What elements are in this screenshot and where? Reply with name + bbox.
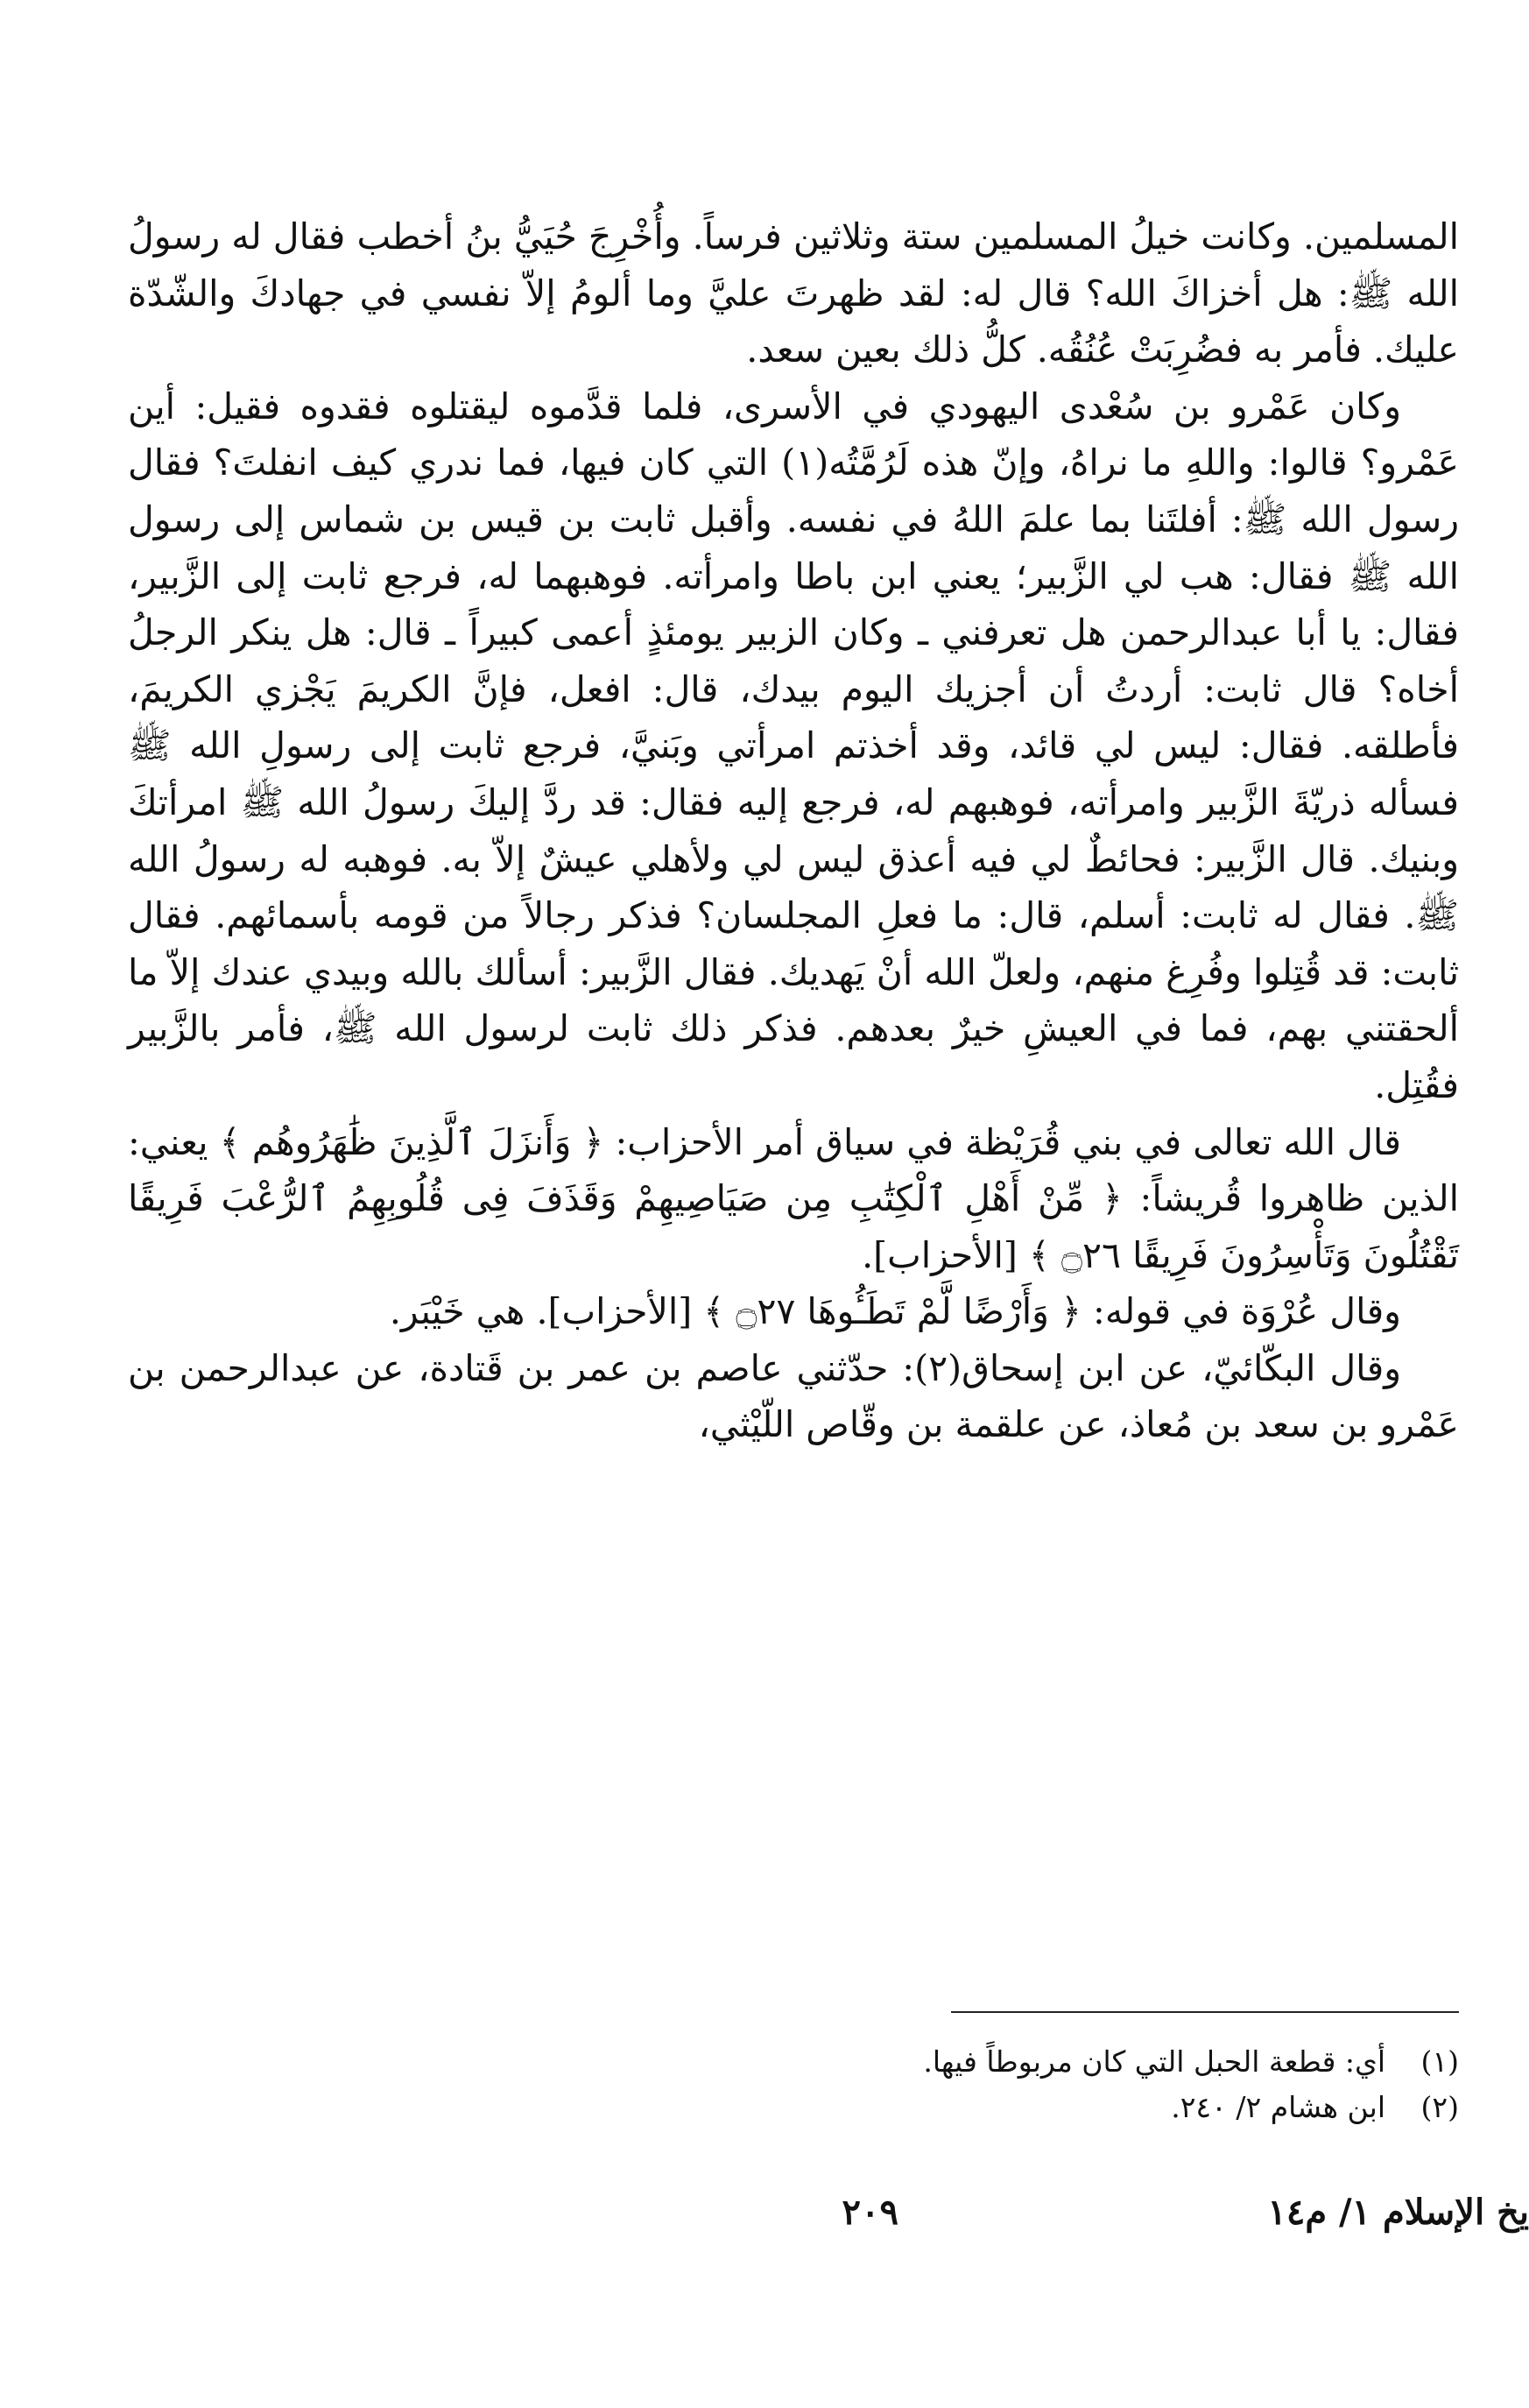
page-footer	[0, 2192, 1529, 2253]
footnote-text: ابن هشام ٢/ ٢٤٠.	[1171, 2090, 1385, 2124]
signature-mark: يخ الإسلام ١/ م١٤	[1267, 2192, 1529, 2233]
footnote-2	[128, 2085, 1459, 2130]
main-text	[128, 208, 1459, 1453]
paragraph-2: وكان عَمْرو بن سُعْدى اليهودي في الأسرى، فلما قدَّموه ليقتلوه فقدوه فقيل: أين عَمْرو؟ قالوا: واللهِ ما نراهُ، وإنّ هذه لَرُمَّتُه(١) التي كان فيها، فما ندري كيف انفلتَ؟ فقال رسول الله ﷺ: أفلتَنا بما علمَ اللهُ في نفسه. وأقبل ثابت بن قيس بن شماس إلى رسول الله ﷺ فقال: هب لي الزَّبير؛ يعني ابن باطا وامرأته. فوهبهما له، فرجع ثابت إلى الزَّبير، فقال: يا أبا عبدالرحمن هل تعرفني ـ وكان الزبير يومئذٍ أعمى كبيراً ـ قال: هل ينكر الرجلُ أخاه؟ قال ثابت: أردتُ أن أجزيك اليوم بيدك، قال: افعل، فإنَّ الكريمَ يَجْزي الكريمَ، فأطلقه. فقال: ليس لي قائد، وقد أخذتم امرأتي وبَنيَّ، فرجع ثابت إلى رسولِ الله ﷺ فسأله ذريّةَ الزَّبير وامرأته، فوهبهم له، فرجع إليه فقال: قد ردَّ إليكَ رسولُ الله ﷺ امرأتكَ وبنيك. قال الزَّبير: فحائطٌ لي فيه أعذق ليس لي ولأهلي عيشٌ إلاّ به. فوهبه له رسولُ الله ﷺ. فقال له ثابت: أسلم، قال: ما فعلِ المجلسان؟ فذكر رجالاً من قومه بأسمائهم. فقال ثابت: قد قُتِلوا وفُرِغ منهم، ولعلّ الله أنْ يَهديك. فقال الزَّبير: أسألك بالله وبيدي عندك إلاّ ما ألحقتني بهم، فما في العيشِ خيرٌ بعدهم. فذكر ذلك ثابت لرسول الله ﷺ، فأمر بالزَّبير فقُتِل.	[128, 385, 1460, 1106]
footnote-text: أي: قطعة الحبل التي كان مربوطاً فيها.	[923, 2044, 1385, 2079]
page-number: ٢٠٩	[842, 2192, 898, 2233]
paragraph-5: وقال البكّائيّ، عن ابن إسحاق(٢): حدّثني عاصم بن عمر بن قَتادة، عن عبدالرحمن بن عَمْرو بن سعد بن مُعاذ، عن علقمة بن وقّاص اللّيْثي،	[128, 1346, 1459, 1446]
footnotes	[128, 2039, 1459, 2130]
paragraph-3: قال الله تعالى في بني قُرَيْظة في سياق أمر الأحزاب: ﴿ وَأَنزَلَ ٱلَّذِينَ ظَٰهَرُوهُم ﴾ يعني: الذين ظاهروا قُريشاً: ﴿ مِّنْ أَهْلِ ٱلْكِتَٰبِ مِن صَيَاصِيهِمْ وَقَذَفَ فِى قُلُوبِهِمُ ٱلرُّعْبَ فَرِيقًا تَقْتُلُونَ وَتَأْسِرُونَ فَرِيقًا ۝٢٦ ﴾ [الأحزاب].	[128, 1120, 1459, 1276]
paragraph-1: المسلمين. وكانت خيلُ المسلمين ستة وثلاثين فرساً. وأُخْرِجَ حُيَيُّ بنُ أخطب فقال له رسولُ الله ﷺ: هل أخزاكَ الله؟ قال له: لقد ظهرتَ عليَّ وما ألومُ إلاّ نفسي في جهادكَ والشّدّة عليك. فأمر به فضُرِبَتْ عُنُقُه. كلُّ ذلك بعين سعد.	[128, 215, 1459, 371]
footnote-1	[128, 2039, 1459, 2085]
footnote-marker: (٢)	[1420, 2090, 1459, 2124]
footnote-marker: (١)	[1420, 2044, 1459, 2079]
paragraph-4: وقال عُرْوَة في قوله: ﴿ وَأَرْضًا لَّمْ تَطَـُٔوهَا ۝٢٧ ﴾ [الأحزاب]. هي خَيْبَر.	[389, 1290, 1401, 1333]
footnote-separator	[951, 2011, 1459, 2013]
